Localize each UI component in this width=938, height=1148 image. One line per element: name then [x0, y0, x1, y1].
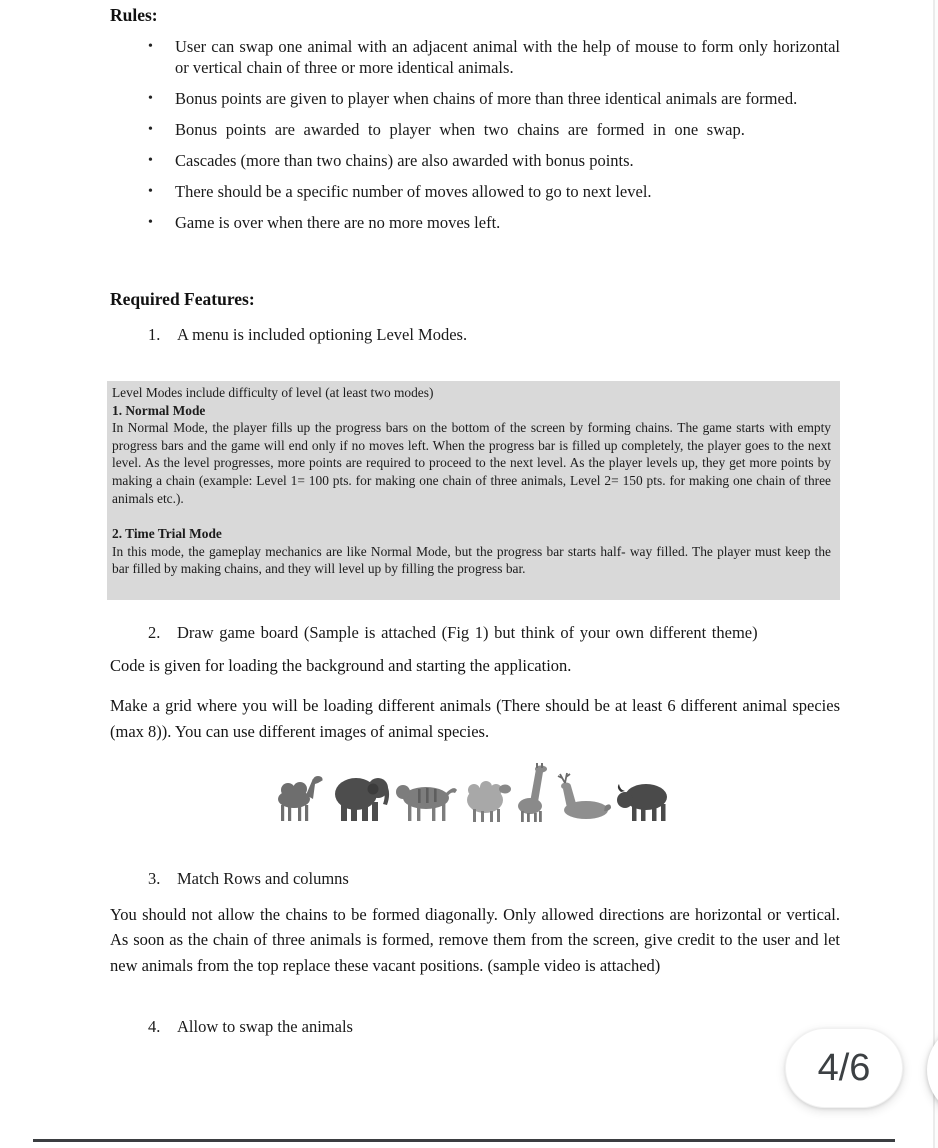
rule-item	[148, 150, 840, 171]
rule-text: Cascades (more than two chains) are also awarded with bonus points.	[175, 151, 634, 170]
feature-item-3	[148, 868, 840, 889]
level-modes-box	[107, 381, 840, 600]
feature-item-4	[148, 1016, 840, 1037]
rule-item	[148, 212, 840, 233]
deer-image	[555, 772, 613, 822]
feature-text: Allow to swap the animals	[177, 1017, 353, 1036]
rule-text: User can swap one animal with an adjacent animal with the help of mouse to form only horizontal or vertical chain of three or more identical animals.	[175, 37, 840, 77]
level-modes-intro: Level Modes include difficulty of level (at least two modes)	[112, 385, 434, 400]
feature-text: Draw game board (Sample is attached (Fig 1) but think of your own different theme)	[177, 623, 758, 642]
feature-item-2	[148, 622, 840, 643]
page-separator	[33, 1139, 895, 1142]
rule-text: There should be a specific number of moves allowed to go to next level.	[175, 182, 652, 201]
page-indicator-badge	[785, 1028, 903, 1108]
animal-sample-images	[268, 762, 688, 822]
sheep-image	[461, 776, 513, 822]
rule-item	[148, 181, 840, 202]
feature-item-1	[148, 324, 840, 345]
bullet-icon: •	[148, 91, 153, 106]
feature-number: 2.	[148, 623, 161, 642]
normal-mode-text: In Normal Mode, the player fills up the progress bars on the bottom of the screen by forming chains. The game starts with empty progress bars and the game will end only if no moves left. When the progress bar is filled up completely, the player goes to the next level. As the level progresses, more points are required to proceed to the next level. As the player levels up, they get more points by making a chain (example: Level 1= 100 pts. for making one chain of three animals, Level 2= 150 pts. for making one chain of three animals etc.).	[112, 420, 831, 506]
time-trial-text: In this mode, the gameplay mechanics are like Normal Mode, but the progress bar starts half- way filled. The player must keep the bar filled by making chains, and they will level up by filling the progress bar.	[112, 543, 831, 577]
bullet-icon: •	[148, 39, 153, 54]
bullet-icon: •	[148, 215, 153, 230]
rule-text: Bonus points are awarded to player when two chains are formed in one swap.	[175, 120, 745, 139]
page-indicator-text: 4/6	[817, 1046, 871, 1089]
bullet-icon: •	[148, 153, 153, 168]
feature-number: 3.	[148, 869, 161, 888]
rule-item	[148, 88, 840, 109]
viewer-right-edge-divider	[933, 0, 935, 1148]
tiger-image	[394, 777, 458, 822]
feature-text: Match Rows and columns	[177, 869, 349, 888]
make-grid-paragraph: Make a grid where you will be loading different animals (There should be at least 6 different animal species (max 8)). You can use different images of animal species.	[110, 696, 840, 741]
bullet-icon: •	[148, 122, 153, 137]
bullet-icon: •	[148, 184, 153, 199]
feature-text: A menu is included optioning Level Modes.	[177, 325, 468, 344]
giraffe-image	[516, 762, 552, 822]
time-trial-heading: 2. Time Trial Mode	[112, 526, 222, 542]
required-features-heading: Required Features:	[110, 289, 255, 309]
elephant-image	[329, 769, 391, 822]
buffalo-image	[616, 776, 672, 822]
camel-image	[268, 768, 326, 822]
feature-number: 4.	[148, 1017, 161, 1036]
rule-item	[148, 119, 840, 140]
code-given-paragraph: Code is given for loading the background and starting the application.	[110, 656, 572, 675]
rule-text: Game is over when there are no more moves left.	[175, 213, 501, 232]
rule-item	[148, 36, 840, 78]
rules-list	[148, 36, 840, 243]
match-rows-paragraph: You should not allow the chains to be formed diagonally. Only allowed directions are horizontal or vertical. As soon as the chain of three animals is formed, remove them from the screen, give credit to the user and let new animals from the top replace these vacant positions. (sample video is attached)	[110, 905, 840, 975]
feature-number: 1.	[148, 325, 161, 344]
rules-heading: Rules:	[110, 5, 158, 25]
rule-text: Bonus points are given to player when chains of more than three identical animals are formed.	[175, 89, 798, 108]
normal-mode-heading: 1. Normal Mode	[112, 402, 206, 418]
